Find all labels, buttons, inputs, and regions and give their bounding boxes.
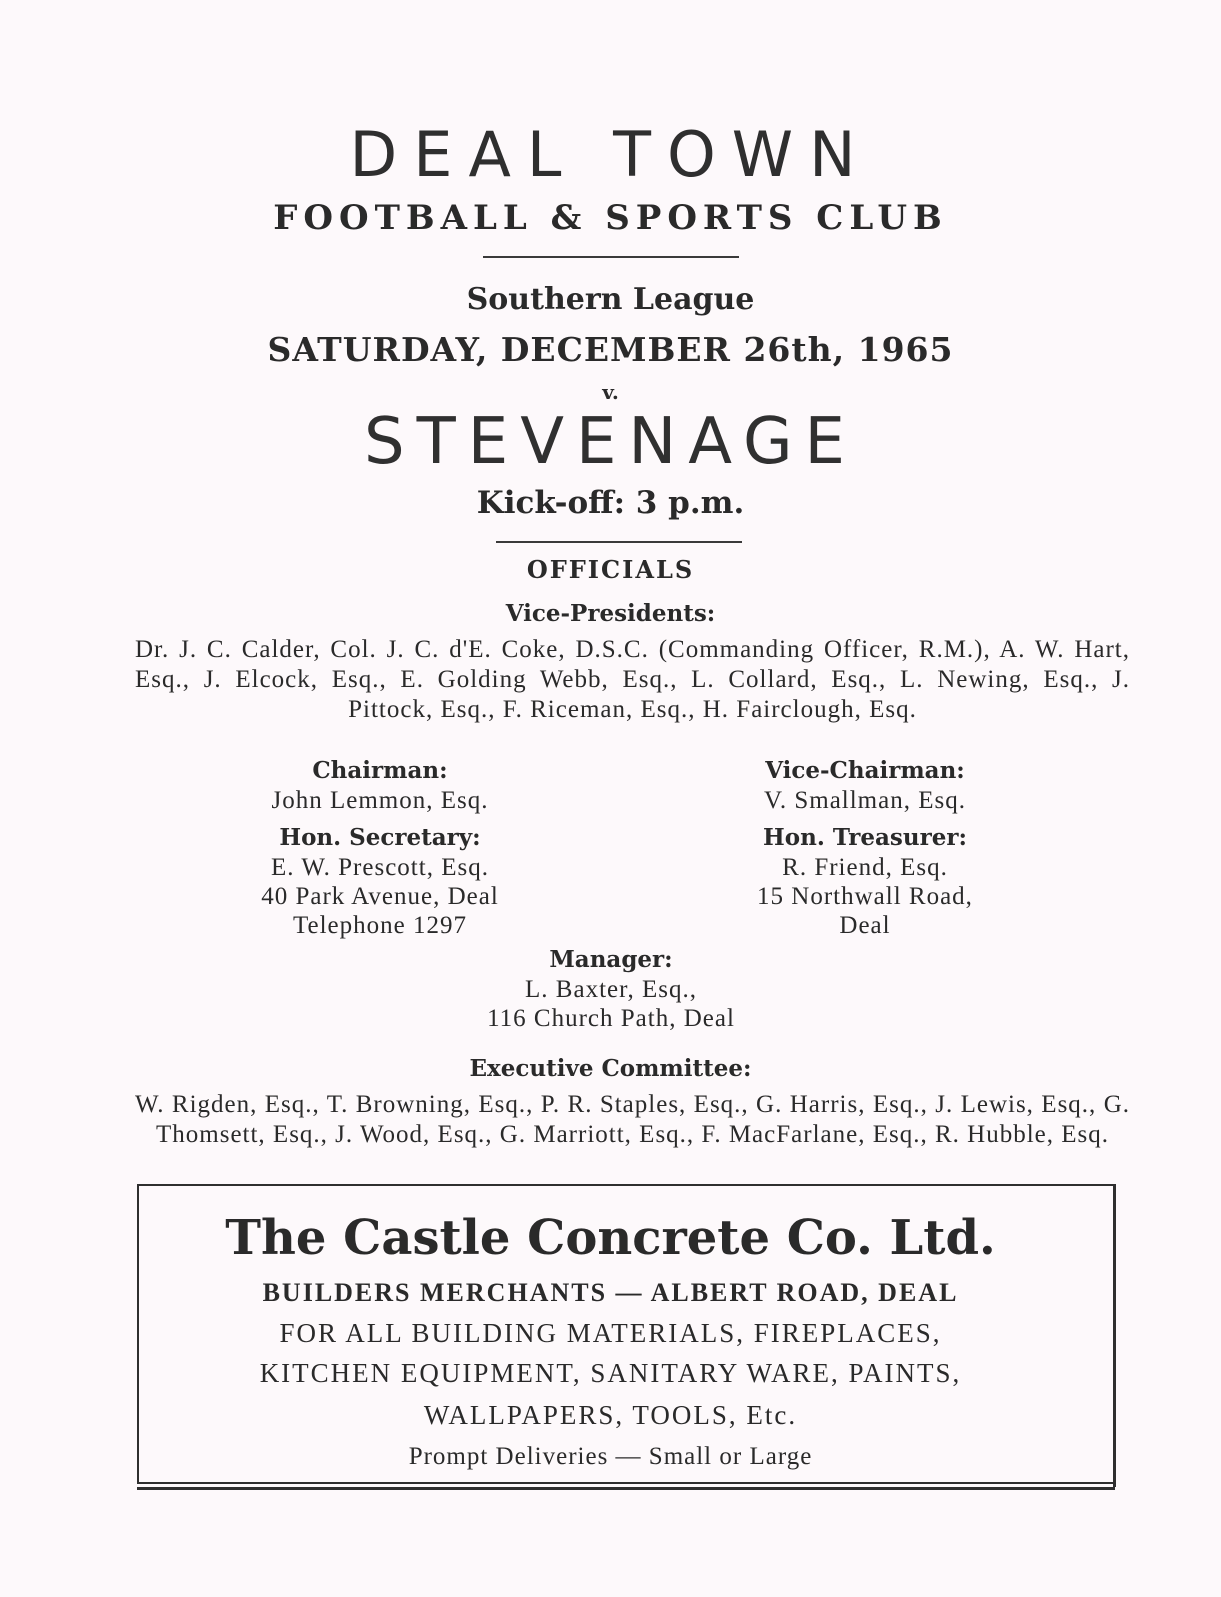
chairman-heading: Chairman: — [312, 757, 448, 784]
league-name: Southern League — [466, 282, 755, 317]
vice-chairman-block — [665, 756, 1065, 815]
opponent-name: STEVENAGE — [364, 405, 857, 479]
club-subtitle: FOOTBALL & SPORTS CLUB — [273, 198, 948, 238]
manager-block — [411, 945, 811, 1033]
committee-list: W. Rigden, Esq., T. Browning, Esq., P. R. Staples, Esq., G. Harris, Esq., J. Lewis, Esq., G. Thomsett, Esq., J. Wood, Esq., G. Marriott, Esq., F. MacFarlane, Esq., R. Hubble, Esq. — [135, 1091, 1130, 1148]
advert-address-line: BUILDERS MERCHANTS — ALBERT ROAD, DEAL — [262, 1278, 959, 1307]
manager-heading: Manager: — [549, 946, 673, 973]
secretary-block — [180, 823, 580, 940]
chairman-block — [180, 756, 580, 815]
versus-label: v. — [602, 380, 619, 404]
advert-delivery-line: Prompt Deliveries — Small or Large — [408, 1443, 813, 1470]
club-name: DEAL TOWN — [349, 118, 872, 191]
advert-shadow-bottom — [137, 1487, 1115, 1490]
advert-line: WALLPAPERS, TOOLS, Etc. — [423, 1400, 798, 1430]
vice-chairman-name: V. Smallman, Esq. — [764, 787, 966, 814]
treasurer-address-line2: Deal — [839, 912, 891, 939]
secretary-address: 40 Park Avenue, Deal — [261, 883, 499, 910]
divider — [483, 256, 739, 258]
advert-line: KITCHEN EQUIPMENT, SANITARY WARE, PAINTS, — [259, 1358, 962, 1388]
manager-address: 116 Church Path, Deal — [487, 1005, 735, 1032]
officials-heading: OFFICIALS — [526, 555, 695, 584]
treasurer-address-line1: 15 Northwall Road, — [757, 883, 973, 910]
vice-presidents-heading: Vice-Presidents: — [505, 600, 716, 627]
committee-heading: Executive Committee: — [469, 1055, 752, 1082]
kickoff-time: Kick-off: 3 p.m. — [476, 485, 745, 521]
treasurer-name: R. Friend, Esq. — [782, 854, 948, 881]
divider — [496, 541, 742, 543]
manager-name: L. Baxter, Esq., — [525, 976, 697, 1003]
vice-chairman-heading: Vice-Chairman: — [765, 757, 965, 784]
match-date: SATURDAY, DECEMBER 26th, 1965 — [267, 330, 954, 369]
secretary-heading: Hon. Secretary: — [279, 824, 481, 851]
advert-company: The Castle Concrete Co. Ltd. — [225, 1210, 996, 1266]
treasurer-block — [665, 823, 1065, 940]
secretary-name: E. W. Prescott, Esq. — [271, 854, 489, 881]
advert-line: FOR ALL BUILDING MATERIALS, FIREPLACES, — [279, 1318, 942, 1348]
treasurer-heading: Hon. Treasurer: — [763, 824, 967, 851]
vice-presidents-list: Dr. J. C. Calder, Col. J. C. d'E. Coke, D.S.C. (Commanding Officer, R.M.), A. W. Hart, Esq., J. Elcock, Esq., E. Golding Webb, Esq., L. Collard, Esq., L. Newing, Esq., J. Pittock, Esq., F. Riceman, Esq., H. Fairclough, Esq. — [135, 636, 1130, 723]
chairman-name: John Lemmon, Esq. — [271, 787, 489, 814]
secretary-phone: Telephone 1297 — [292, 912, 467, 939]
